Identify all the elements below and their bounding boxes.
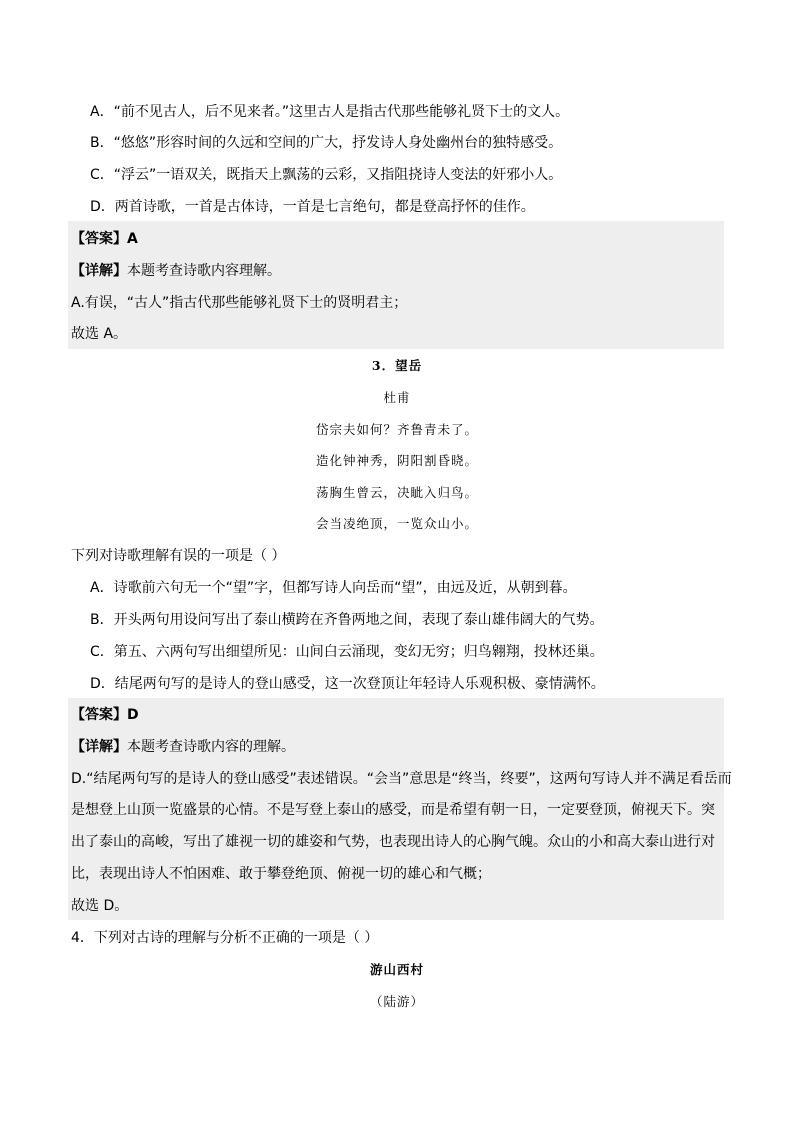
q2-option-d: D．两首诗歌，一首是古体诗，一首是七言绝句，都是登高抒怀的佳作。 — [90, 199, 535, 215]
q2-option-a: A．“前不见古人，后不见来者。”这里古人是指古代那些能够礼贤下士的文人。 — [90, 104, 570, 120]
q3-answer: 【答案】D — [71, 707, 139, 723]
answer-block-q2 — [68, 221, 724, 349]
q4-poem-title: 游山西村 — [369, 962, 424, 977]
q3-poem-title: 3．望岳 — [371, 358, 423, 373]
q3-choice: 故选 D。 — [71, 898, 129, 914]
q3-question: 下列对诗歌理解有误的一项是（ ） — [71, 548, 286, 564]
q2-option-b: B．“悠悠”形容时间的久远和空间的广大，抒发诗人身处幽州台的独特感受。 — [90, 135, 563, 151]
q2-explain-head: 【详解】本题考查诗歌内容理解。 — [71, 263, 281, 279]
q3-explain-line-3: 出了泰山的高峻，写出了雄视一切的雄姿和气势，也表现出诗人的心胸气魄。众山的小和高大泰山进行对 — [71, 834, 715, 850]
q4-poem-author: （陆游） — [369, 994, 424, 1009]
q3-option-b: B．开头两句用设问写出了泰山横跨在齐鲁两地之间，表现了泰山雄伟阔大的气势。 — [90, 612, 604, 628]
q3-option-a: A．诗歌前六句无一个“望”字，但都写诗人向岳而“望”，由远及近，从朝到暮。 — [90, 580, 577, 596]
q3-poem-author: 杜甫 — [383, 390, 411, 405]
q3-poem-line-4: 会当凌绝顶，一览众山小。 — [315, 516, 478, 531]
q3-explain-line-4: 比，表现出诗人不怕困难、敢于攀登绝顶、俯视一切的雄心和气概； — [71, 866, 491, 882]
q3-explain-head: 【详解】本题考查诗歌内容的理解。 — [71, 739, 295, 755]
q2-answer: 【答案】A — [71, 231, 138, 247]
q3-explain-line-2: 是想登上山顶一览盛景的心情。不是写登上泰山的感受，而是希望有朝一日，一定要登顶，俯视天下。突 — [71, 802, 715, 818]
q3-poem-line-2: 造化钟神秀，阴阳割昏晓。 — [315, 453, 478, 468]
q2-option-c: C．“浮云”一语双关，既指天上飘荡的云彩，又指阻挠诗人变法的奸邪小人。 — [90, 167, 563, 183]
q3-poem-line-1: 岱宗夫如何？齐鲁青未了。 — [315, 422, 478, 437]
q2-explain-detail: A.有误，“古人”指古代那些能够礼贤下士的贤明君主； — [71, 295, 408, 311]
q3-option-c: C．第五、六两句写出细望所见：山间白云涌现，变幻无穷；归鸟翱翔，投林还巢。 — [90, 644, 604, 660]
q3-option-d: D．结尾两句写的是诗人的登山感受，这一次登顶让年轻诗人乐观积极、豪情满怀。 — [90, 676, 605, 692]
q3-poem-line-3: 荡胸生曾云，决眦入归鸟。 — [315, 485, 478, 500]
q3-explain-line-1: D.“结尾两句写的是诗人的登山感受”表述错误。“会当”意思是“终当，终要”，这两句写诗人并不满足看岳而 — [71, 771, 732, 787]
q4-question: 4．下列对古诗的理解与分析不正确的一项是（ ） — [71, 930, 379, 946]
q2-choice: 故选 A。 — [71, 326, 128, 342]
